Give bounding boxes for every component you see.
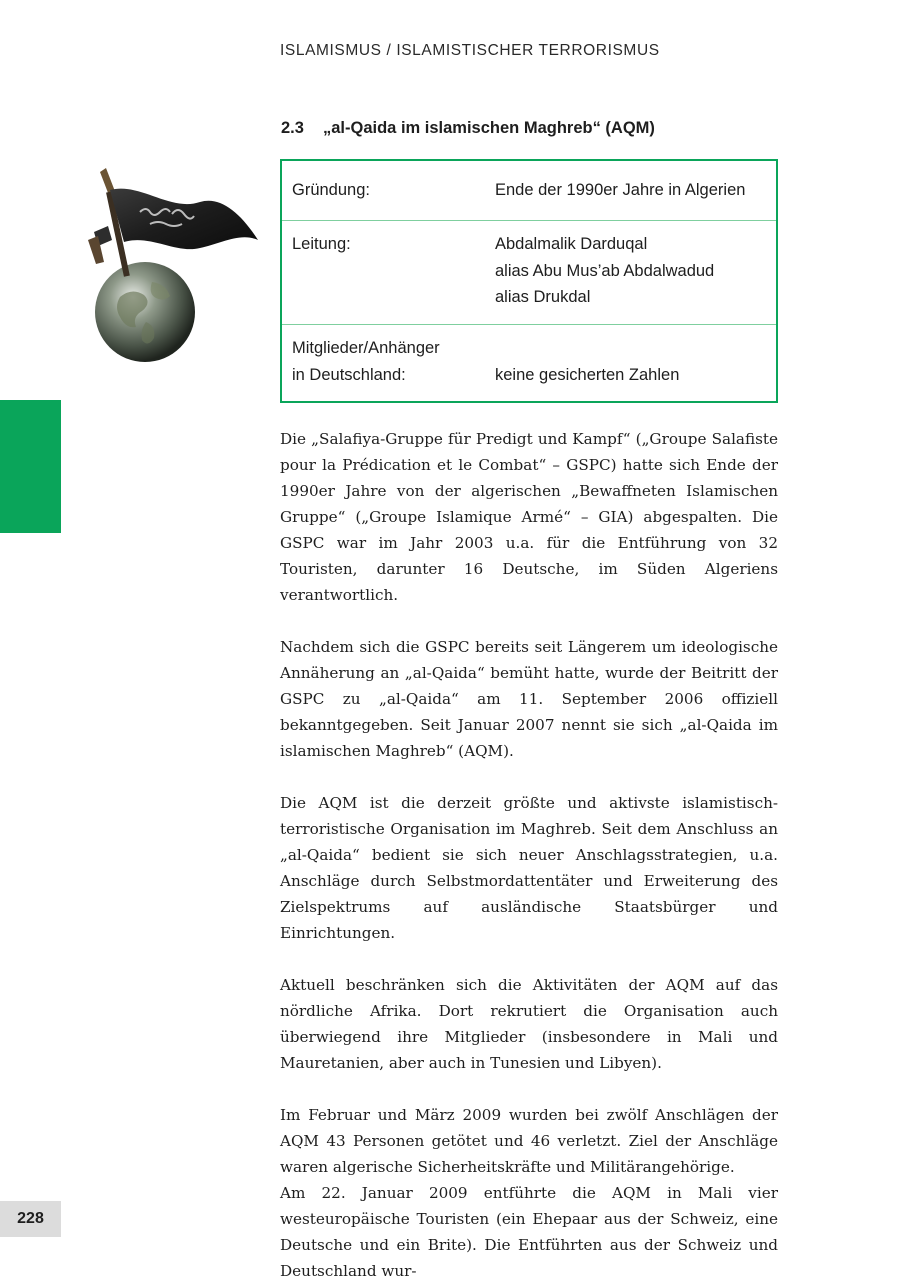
section-title: „al-Qaida im islamischen Maghreb“ (AQM): [323, 119, 655, 137]
fact-label-line: Mitglieder/Anhänger: [292, 339, 440, 357]
fact-value-line: alias Drukdal: [495, 288, 591, 306]
body-text: [280, 426, 778, 1284]
fact-row-members: [282, 324, 776, 401]
running-header: ISLAMISMUS / ISLAMISTISCHER TERRORISMUS: [280, 42, 660, 59]
fact-row-founding: [282, 161, 776, 220]
page-number: 228: [0, 1201, 61, 1237]
fact-label: Gründung:: [292, 181, 370, 199]
fact-value: keine gesicherten Zahlen: [495, 365, 680, 384]
fact-box: [280, 159, 778, 403]
chapter-color-tab: [0, 400, 61, 533]
paragraph: Die AQM ist die derzeit größte und aktivste islamistisch-terroristische Organisation im Maghreb. Seit dem Anschluss an „al-Qaida“ bedient sie sich neuer Anschlagsstrategien, u.a. Anschläge durch Selbstmordattentäter und Erweiterung des Zielspektrums auf ausländische Staatsbürger und Einrichtungen.: [280, 794, 778, 942]
fact-label-line: in Deutschland:: [292, 365, 406, 384]
fact-value: [495, 231, 766, 324]
flag-over-globe-emblem-icon: [80, 162, 260, 382]
paragraph: Nachdem sich die GSPC bereits seit Längerem um ideologische Annäherung an „al-Qaida“ bemüht hatte, wurde der Beitritt der GSPC zu „al-Qaida“ am 11. September 2006 offiziell bekanntgegeben. Seit Januar 2007 nennt sie sich „al-Qaida im islamischen Maghreb“ (AQM).: [280, 638, 778, 760]
fact-row-leadership: [282, 220, 776, 324]
fact-value-line: Abdalmalik Darduqal: [495, 235, 648, 253]
paragraph: Am 22. Januar 2009 entführte die AQM in Mali vier westeuropäische Touristen (ein Ehepaar aus der Schweiz, eine Deutsche und ein Brite). Die Entführten aus der Schweiz und Deutschland wur-: [280, 1184, 778, 1280]
fact-value-line: alias Abu Mus’ab Abdalwadud: [495, 261, 715, 280]
fact-label: [292, 335, 495, 401]
paragraph: Aktuell beschränken sich die Aktivitäten der AQM auf das nördliche Afrika. Dort rekrutiert die Organisation auch überwiegend ihre Mitglieder (insbesondere in Mali und Mauretanien, aber auch in Tunesien und Libyen).: [280, 976, 778, 1072]
paragraph: Die „Salafiya-Gruppe für Predigt und Kampf“ („Groupe Salafiste pour la Prédication et le Combat“ – GSPC) hatte sich Ende der 1990er Jahre von der algerischen „Bewaffneten Islamischen Gruppe“ („Groupe Islamique Armé“ – GIA) abgespalten. Die GSPC war im Jahr 2003 u.a. für die Entführung von 32 Touristen, darunter 16 Deutsche, im Süden Algeriens verantwortlich.: [280, 430, 778, 604]
section-number: 2.3: [281, 119, 304, 137]
fact-label: Leitung:: [292, 235, 351, 253]
section-heading: [281, 119, 655, 138]
fact-value: Ende der 1990er Jahre in Algerien: [495, 181, 746, 199]
paragraph: Im Februar und März 2009 wurden bei zwölf Anschlägen der AQM 43 Personen getötet und 46 verletzt. Ziel der Anschläge waren algerische Sicherheitskräfte und Militärangehörige.: [280, 1106, 778, 1176]
